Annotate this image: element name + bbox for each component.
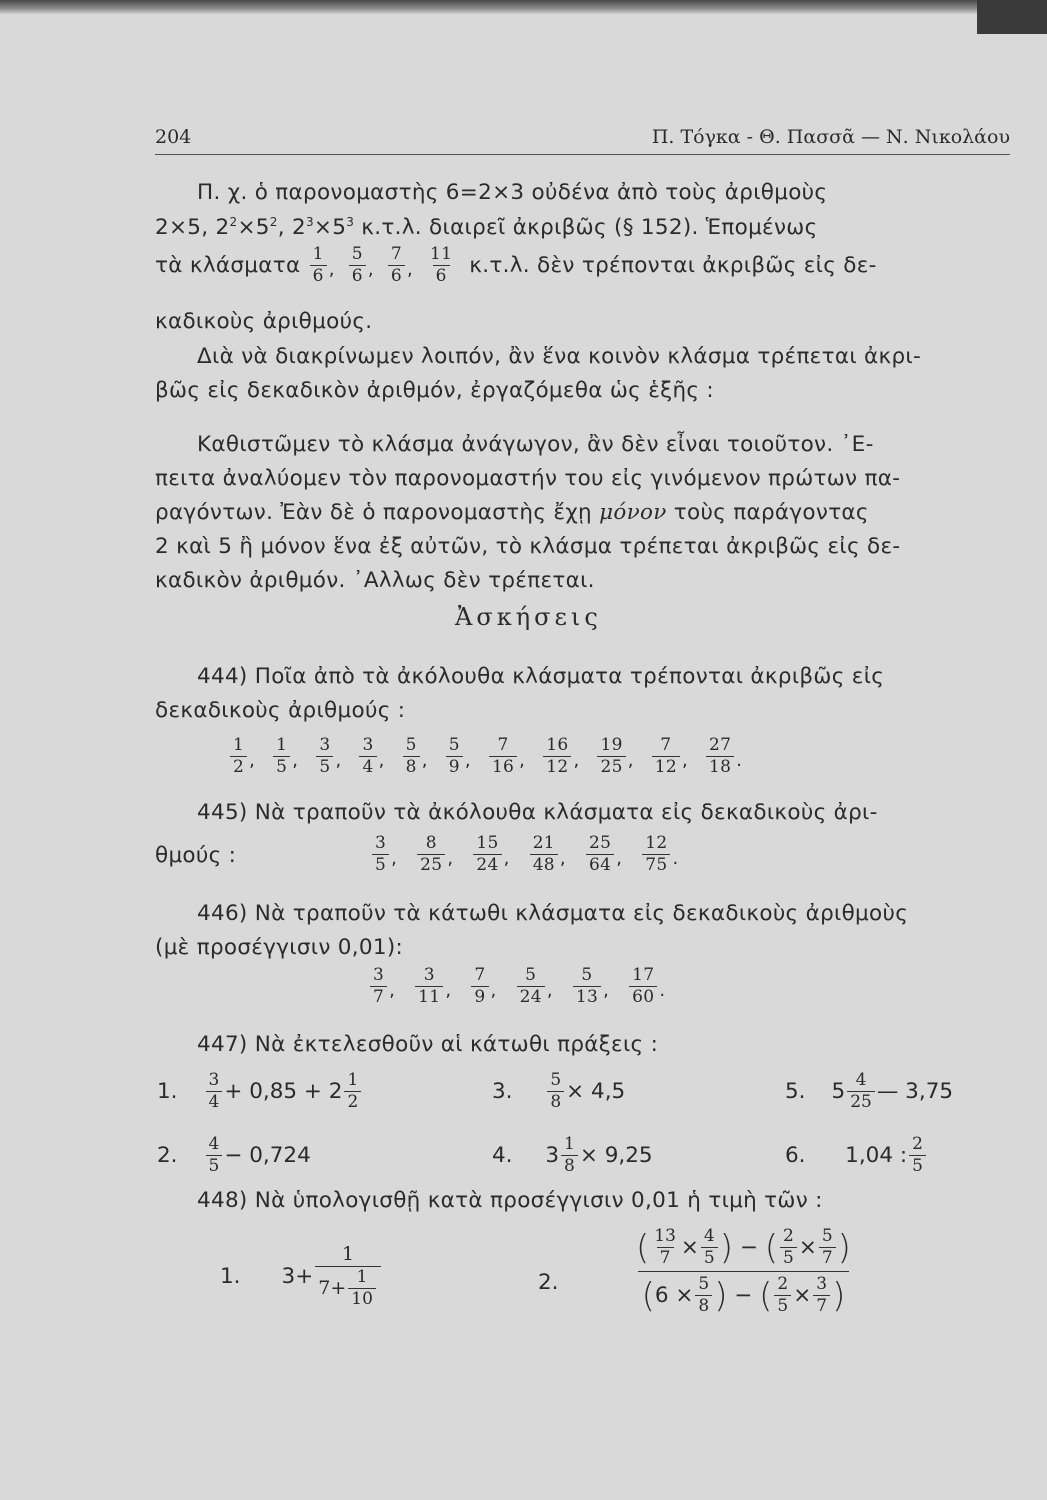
ex444-fraction: 7 12 , <box>650 737 688 776</box>
running-title: Π. Τόγκα - Θ. Πασσᾶ — Ν. Νικολάου <box>651 126 1010 148</box>
ex445-fraction: 25 64 , <box>584 835 622 874</box>
ex448-line-1: 448) Νὰ ὑπολογισθῇ κατὰ προσέγγισιν 0,01 ἡ τιμὴ τῶν : <box>197 1188 823 1213</box>
intro-line-3: τὰ κλάσματα 1 6 , 5 6 , 7 6 , 11 6 κ.τ.λ. δὲν τρέπονται ἀκριβῶς εἰς δε- <box>155 244 877 286</box>
para2-line-2: πειτα ἀναλύομεν τὸν παρονομαστήν του εἰς γινόμενον πρώτων πα- <box>155 466 901 491</box>
ex447-item-1: 1. 3 4 + 0,85 + 2 1 2 <box>157 1072 363 1111</box>
ex445-fraction: 3 5 , <box>370 835 397 874</box>
intro-line-1: Π. χ. ὁ παρονομαστὴς 6=2×3 οὐδένα ἀπὸ τοὺς ἀριθμοὺς <box>197 180 828 205</box>
ex444-fraction: 19 25 , <box>595 737 633 776</box>
ex447-item-4: 4. 3 $\frac{1}{8}$ × 9,25 <box>492 1134 653 1176</box>
ex446-fraction: 5 24 , <box>515 967 553 1006</box>
para2-line-3: ραγόντων. Ἐὰν δὲ ὁ παρονομαστὴς ἔχῃ μόνον τοὺς παράγοντας <box>155 500 869 525</box>
scan-blot <box>977 0 1047 34</box>
ex447-line-1: 447) Νὰ ἐκτελεσθοῦν αἱ κάτωθι πράξεις : <box>197 1032 659 1057</box>
para2-line-4: 2 καὶ 5 ἢ μόνον ἕνα ἐξ αὐτῶν, τὸ κλάσμα τρέπεται ἀκριβῶς εἰς δε- <box>155 534 901 559</box>
ex448-denominator: ( 6 × $\frac{5}{8}$ ) − ( $\frac{2}{5}$ × $\frac{3}{7}$ ) <box>638 1271 850 1315</box>
ex446-fraction: 3 11 , <box>413 967 451 1006</box>
ex448-numerator: ( $\frac{13}{7}$ × $\frac{4}{5}$ ) − ( $\frac{2}{5}$ × $\frac{5}{7}$ ) <box>636 1226 851 1268</box>
intro-fraction: 5 6 , <box>347 246 374 285</box>
ex444-line-2: δεκαδικοὺς ἀριθμούς : <box>155 698 406 723</box>
running-header <box>155 124 1010 155</box>
ex447-item-5: 5. 5 4 25 — 3,75 <box>785 1070 954 1112</box>
intro-line-4: καδικοὺς ἀριθμούς. <box>155 309 373 334</box>
intro-fraction: 11 6 <box>430 244 453 286</box>
intro-fractions <box>308 246 458 285</box>
ex444-fraction: 5 9 , <box>444 737 471 776</box>
ex444-fraction: 5 8 , <box>401 737 428 776</box>
ex444-fraction: 16 12 , <box>541 737 579 776</box>
para2-line-1: Καθιστῶμεν τὸ κλάσμα ἀνάγωγον, ἂν δὲν εἶναι τοιοῦτον. ᾿Ε- <box>197 432 874 457</box>
scan-edge <box>0 0 1047 14</box>
ex445-fraction: 8 25 , <box>415 835 453 874</box>
ex445-fraction: 12 75 . <box>640 835 678 874</box>
para2-line-5: καδικὸν ἀριθμόν. ᾿Αλλως δὲν τρέπεται. <box>155 568 595 593</box>
ex447-item-2: 2. 4 5 − 0,724 <box>157 1134 311 1176</box>
ex444-fraction: 1 2 , <box>228 737 255 776</box>
ex445-fraction: 21 48 , <box>528 835 566 874</box>
ex445-fraction: 15 24 , <box>471 835 509 874</box>
ex448-item-2-label: 2. <box>538 1270 559 1295</box>
ex446-line-1: 446) Νὰ τραποῦν τὰ κάτωθι κλάσματα εἰς δεκαδικοὺς ἀριθμοὺς <box>197 901 909 926</box>
ex444-fraction: 7 16 , <box>487 737 525 776</box>
ex446-line-2: (μὲ προσέγγισιν 0,01): <box>155 935 404 960</box>
ex446-fraction: 3 7 , <box>368 967 395 1006</box>
page-number: 204 <box>155 126 192 148</box>
ex444-fractions <box>228 737 742 776</box>
ex444-fraction: 3 4 , <box>357 737 384 776</box>
para1-line-2: βῶς εἰς δεκαδικὸν ἀριθμόν, ἐργαζόμεθα ὡς ἑξῆς : <box>155 378 714 403</box>
intro-fraction: 1 6 , <box>308 246 335 285</box>
para1-line-1: Διὰ νὰ διακρίνωμεν λοιπόν, ἂν ἕνα κοινὸν κλάσμα τρέπεται ἀκρι- <box>197 344 922 369</box>
ex445-line-2: θμούς : <box>155 843 237 868</box>
intro-line-2: 2×5, $2^2\times 5^2$, $2^3\times 5^3$ κ.τ.λ. διαιρεῖ ἀκριβῶς (§ 152). Ἑπομένως <box>155 215 818 241</box>
ex444-fraction: 1 5 , <box>271 737 298 776</box>
ex446-fraction: 7 9 , <box>469 967 496 1006</box>
ex444-line-1: 444) Ποῖα ἀπὸ τὰ ἀκόλουθα κλάσματα τρέπονται ἀκριβῶς εἰς <box>197 664 885 689</box>
ex445-line-1: 445) Νὰ τραποῦν τὰ ἀκόλουθα κλάσματα εἰς δεκαδικοὺς ἀρι- <box>197 800 878 825</box>
ex447-item-6: 6. 1,04 : 2 5 <box>785 1136 928 1175</box>
section-heading: Ἀσκήσεις <box>455 603 602 631</box>
ex446-fraction: 5 13 , <box>571 967 609 1006</box>
ex447-item-3: 3. $\frac{5}{8}$ × 4,5 <box>492 1070 626 1112</box>
ex445-fractions <box>370 835 678 874</box>
ex444-fraction: 27 18 . <box>704 737 742 776</box>
ex448-item-2 <box>632 1228 855 1315</box>
intro-fraction: 7 6 , <box>386 246 413 285</box>
ex446-fractions <box>368 967 665 1006</box>
ex444-fraction: 3 5 , <box>314 737 341 776</box>
ex446-fraction: 17 60 . <box>627 967 665 1006</box>
ex448-item-1: 1. 3+ 1 7+ $\frac{1}{10}$ <box>220 1245 383 1308</box>
